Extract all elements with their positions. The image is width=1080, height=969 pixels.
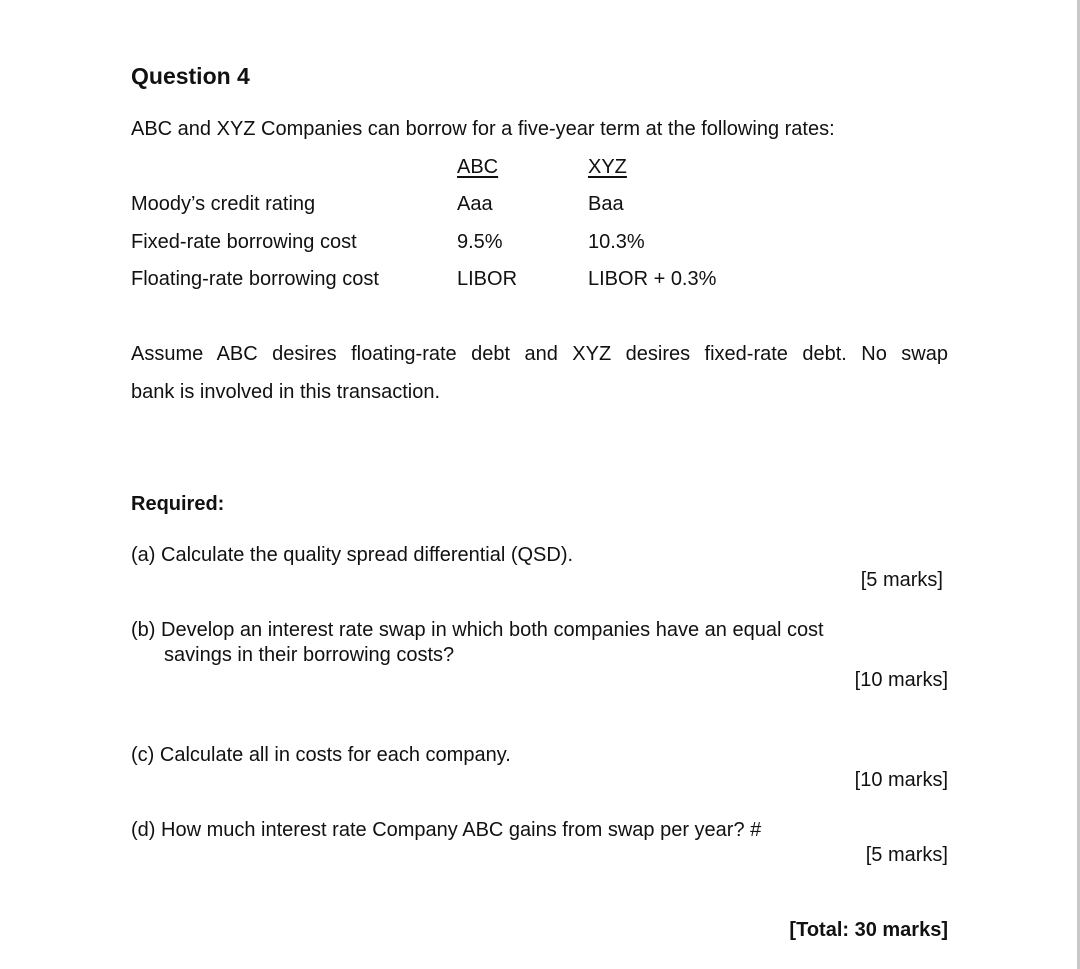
row-xyz-value: Baa xyxy=(588,193,624,215)
part-d-text: (d) How much interest rate Company ABC gains from swap per year? # xyxy=(131,819,762,841)
row-abc-value: LIBOR xyxy=(457,268,518,290)
row-label: Fixed-rate borrowing cost xyxy=(131,231,357,253)
row-xyz-value: LIBOR + 0.3% xyxy=(588,268,717,290)
row-abc-value: Aaa xyxy=(457,193,493,215)
part-a-marks: [5 marks] xyxy=(860,569,943,591)
row-abc-value: 9.5% xyxy=(457,231,503,253)
part-b-text-continued: savings in their borrowing costs? xyxy=(164,644,455,666)
assumption-line-1: Assume ABC desires floating-rate debt and XYZ desires fixed-rate debt. No swap xyxy=(131,343,948,365)
row-xyz-value: 10.3% xyxy=(588,231,645,253)
row-label: Floating-rate borrowing cost xyxy=(131,268,379,290)
row-label: Moody’s credit rating xyxy=(131,193,316,215)
part-d-marks: [5 marks] xyxy=(865,844,948,866)
part-b-marks: [10 marks] xyxy=(854,669,948,691)
part-a-text: (a) Calculate the quality spread differential (QSD). xyxy=(131,544,574,566)
total-marks: [Total: 30 marks] xyxy=(789,919,948,941)
assumption-line-2: bank is involved in this transaction. xyxy=(131,381,441,403)
part-c-marks: [10 marks] xyxy=(854,769,948,791)
table-header-xyz: XYZ xyxy=(588,156,627,178)
required-heading: Required: xyxy=(131,493,225,515)
table-header-abc: ABC xyxy=(457,156,499,178)
part-c-text: (c) Calculate all in costs for each company. xyxy=(131,744,511,766)
question-intro: ABC and XYZ Companies can borrow for a five-year term at the following rates: xyxy=(131,118,835,140)
part-b-text: (b) Develop an interest rate swap in which both companies have an equal cost xyxy=(131,619,824,641)
question-title: Question 4 xyxy=(131,63,250,89)
